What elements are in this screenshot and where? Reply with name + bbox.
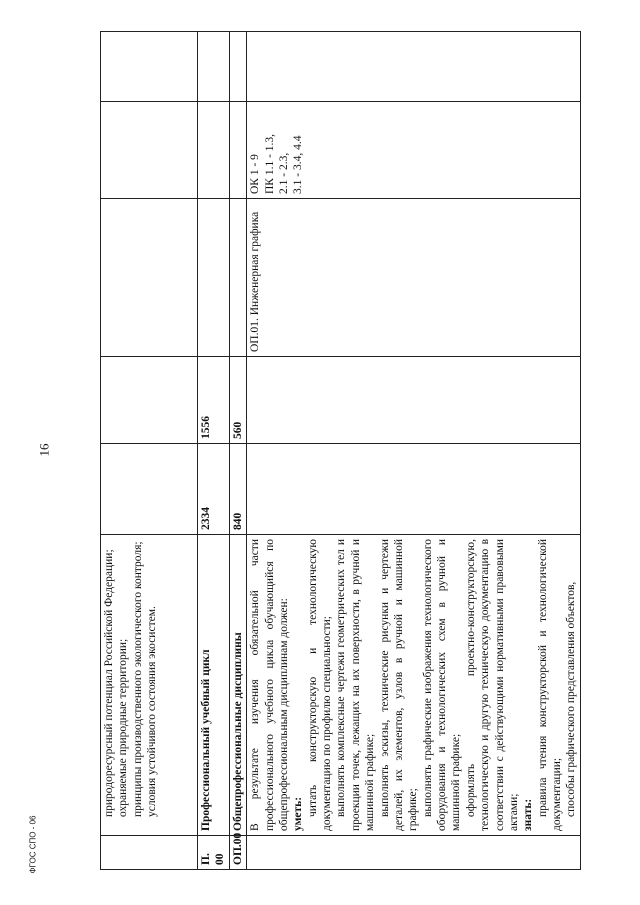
page-number: 16 — [36, 443, 52, 457]
intro-text: В результате изучения обязательной части профессионального учебного цикла обучающийся по общепрофессиональным дисциплинам должен: — [249, 539, 290, 831]
requirements-cell — [101, 535, 198, 836]
cycle-name-cell: Общепрофессиональные дисциплины — [229, 535, 246, 836]
extra-cell — [101, 32, 198, 102]
requirements-cell — [247, 535, 581, 836]
index-cell: ОП.00 — [229, 836, 246, 870]
rotated-table-sheet — [100, 32, 578, 870]
index-cell — [247, 836, 581, 870]
competence-cell — [101, 102, 198, 199]
max-load-cell: 840 — [229, 444, 246, 535]
table-row — [101, 32, 198, 870]
discipline-cell — [229, 199, 246, 357]
max-load-cell: 2334 — [198, 444, 230, 535]
skills-heading: уметь: — [292, 796, 305, 831]
extra-cell — [198, 32, 230, 102]
table-row — [198, 32, 230, 870]
rotated-table-frame — [100, 32, 578, 870]
discipline-cell: ОП.01. Инженерная графика — [247, 199, 581, 357]
required-cell: 560 — [229, 357, 246, 444]
skill-item: читать конструкторскую и технологическую документацию по профилю специальности; — [306, 539, 333, 831]
skill-item: выполнять графические изображения технологического оборудования и технологических схем в ручной и машинной графике; — [421, 539, 463, 831]
discipline-cell — [198, 199, 230, 357]
competence-cell — [229, 102, 246, 199]
discipline-cell — [101, 199, 198, 357]
text-line: охраняемые природные территории; — [117, 638, 130, 817]
max-load-cell — [101, 444, 198, 535]
required-cell — [247, 357, 581, 444]
text-line: условия устойчивого состояния экосистем. — [146, 606, 159, 817]
competence-line: 2.1 - 2.3, — [277, 152, 290, 194]
skill-item: оформлять проектно-конструкторскую, технологическую и другую техническую документацию в соответствии с действующими нормативными правовыми актами; — [464, 539, 520, 831]
competence-cell — [247, 102, 581, 199]
required-cell: 1556 — [198, 357, 230, 444]
skill-item: выполнять комплексные чертежи геометрических тел и проекции точек, лежащих на их поверхности, в ручной и машинной графике; — [335, 539, 377, 831]
extra-cell — [229, 32, 246, 102]
table-row — [229, 32, 246, 870]
cycle-name-cell: Профессиональный учебный цикл — [198, 535, 230, 836]
document-footer: ФГОС СПО - 06 — [28, 815, 38, 874]
text-line: принципы производственного экологического контроля; — [131, 541, 144, 817]
skill-item: выполнять эскизы, технические рисунки и чертежи деталей, их элементов, узлов в ручной и машинной графике; — [378, 539, 420, 831]
knowledge-item: способы графического представления объектов, — [565, 581, 578, 817]
text-line: природоресурсный потенциал Российской Федерации; — [103, 549, 115, 817]
index-cell: П. 00 — [198, 836, 230, 870]
max-load-cell — [247, 444, 581, 535]
competence-line: 3.1 - 3.4, 4.4 — [292, 135, 305, 194]
competence-cell — [198, 102, 230, 199]
knowledge-item: правила чтения конструкторской и технологической документации; — [536, 539, 563, 831]
required-cell — [101, 357, 198, 444]
curriculum-table — [100, 31, 581, 870]
competence-line: ОК 1 - 9 — [249, 154, 262, 194]
knowledge-heading: знать: — [522, 798, 535, 831]
competence-line: ПК 1.1 - 1.3, — [263, 133, 276, 194]
table-row — [247, 32, 581, 870]
extra-cell — [247, 32, 581, 102]
index-cell — [101, 836, 198, 870]
